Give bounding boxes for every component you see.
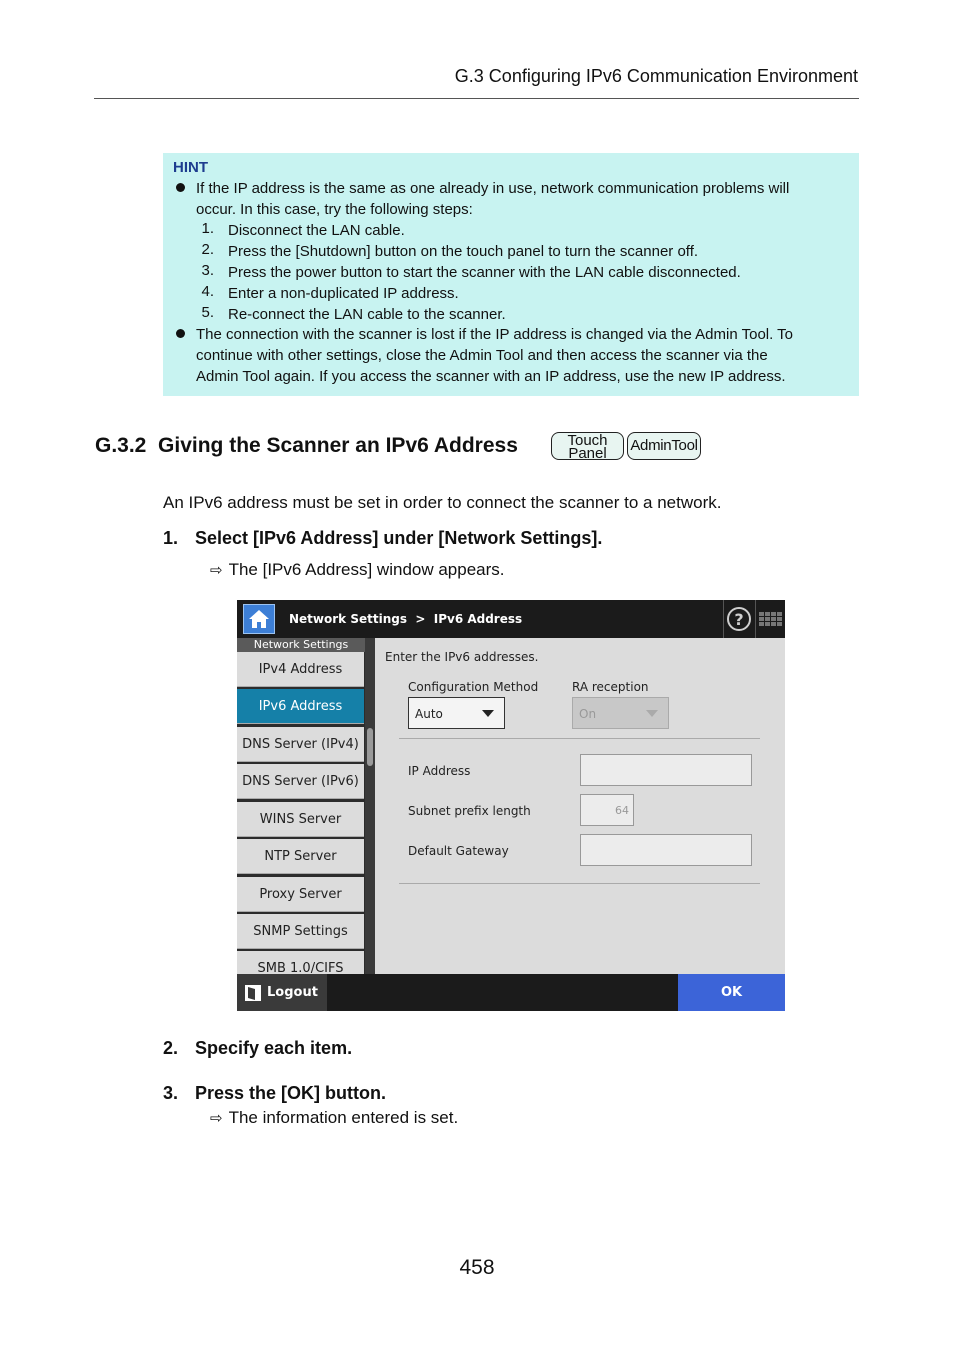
subnet-prefix-label: Subnet prefix length <box>408 804 531 818</box>
home-icon <box>244 605 274 633</box>
step-result-text: The [IPv6 Address] window appears. <box>228 560 505 579</box>
menu-item-ntp-server[interactable]: NTP Server <box>237 839 364 874</box>
menu-item-dns-server-ipv6[interactable]: DNS Server (IPv6) <box>237 764 364 799</box>
help-icon <box>724 600 754 638</box>
step-title: Specify each item. <box>195 1038 353 1058</box>
default-gateway-label: Default Gateway <box>408 844 509 858</box>
hint-bullet1-line2: occur. In this case, try the following steps: <box>196 201 473 218</box>
hint-step-text: Re-connect the LAN cable to the scanner. <box>228 306 506 323</box>
subnet-prefix-input[interactable] <box>580 794 634 826</box>
hint-step-text: Press the [Shutdown] button on the touch panel to turn the scanner off. <box>228 243 699 260</box>
default-gateway-input[interactable] <box>580 834 752 866</box>
config-method-label: Configuration Method <box>408 680 539 694</box>
step-number: 2. <box>163 1038 179 1058</box>
ok-button[interactable]: OK <box>678 974 785 1011</box>
logout-label: Logout <box>267 985 318 1000</box>
hint-step-number: 2. <box>201 241 214 258</box>
ipv6-address-screenshot <box>237 600 785 1011</box>
section-title: Giving the Scanner an IPv6 Address <box>158 434 518 457</box>
page-number: 458 <box>459 1256 495 1279</box>
step-number: 3. <box>163 1083 179 1103</box>
svg-text:?: ? <box>734 610 744 629</box>
logout-button[interactable] <box>237 974 327 1011</box>
hint-step-number: 1. <box>201 220 214 237</box>
hint-step-number: 3. <box>201 262 214 279</box>
step-result <box>210 1108 458 1128</box>
result-arrow-icon: ⇨ <box>210 562 223 579</box>
step-title: Press the [OK] button. <box>195 1083 387 1103</box>
home-button[interactable] <box>243 604 275 634</box>
header-rule <box>94 98 859 99</box>
menu-item-proxy-server[interactable]: Proxy Server <box>237 877 364 912</box>
running-header: G.3 Configuring IPv6 Communication Environment <box>454 66 858 86</box>
bullet-dot <box>176 329 185 338</box>
ra-reception-label: RA reception <box>572 680 649 694</box>
ip-address-input[interactable] <box>580 754 752 786</box>
hint-step-text: Press the power button to start the scanner with the LAN cable disconnected. <box>228 264 741 281</box>
settings-content-pane <box>375 638 785 974</box>
step-title: Select [IPv6 Address] under [Network Settings]. <box>195 528 603 548</box>
step-result <box>210 560 505 580</box>
section-heading <box>95 434 518 458</box>
config-method-select[interactable] <box>408 697 505 729</box>
bullet-dot <box>176 183 185 192</box>
menu-scrollbar-thumb[interactable] <box>367 728 373 766</box>
settings-side-menu <box>237 638 365 974</box>
section-number: G.3.2 <box>95 434 147 457</box>
help-button[interactable] <box>723 600 755 638</box>
menu-scrollbar[interactable] <box>365 638 375 974</box>
touch-panel-badge <box>551 432 624 460</box>
divider <box>399 883 760 884</box>
config-method-value: Auto <box>415 707 443 721</box>
menu-heading: Network Settings <box>237 638 365 652</box>
keyboard-button[interactable] <box>755 600 785 638</box>
ra-reception-value: On <box>579 707 597 721</box>
menu-item-wins-server[interactable]: WINS Server <box>237 802 364 837</box>
step-result-text: The information entered is set. <box>228 1108 459 1127</box>
intro-text: An IPv6 address must be set in order to connect the scanner to a network. <box>163 493 722 512</box>
hint-step-number: 4. <box>201 283 214 300</box>
hint-title: HINT <box>173 159 208 176</box>
breadcrumb: Network Settings > IPv6 Address <box>289 612 523 626</box>
ip-address-label: IP Address <box>408 764 471 778</box>
menu-item-smb-cifs[interactable]: SMB 1.0/CIFS <box>237 951 364 974</box>
dropdown-arrow-icon <box>482 710 494 718</box>
step-number: 1. <box>163 528 179 548</box>
menu-item-ipv4-address[interactable]: IPv4 Address <box>237 652 364 687</box>
hint-bullet2-line1: The connection with the scanner is lost if the IP address is changed via the Admin Tool. To <box>196 326 794 343</box>
hint-step-text: Disconnect the LAN cable. <box>228 222 405 239</box>
result-arrow-icon: ⇨ <box>210 1110 223 1127</box>
hint-step-number: 5. <box>201 304 214 321</box>
hint-bullet2-line2: continue with other settings, close the Admin Tool and then access the scanner via the <box>196 347 768 364</box>
hint-bullet1-line1: If the IP address is the same as one already in use, network communication problems will <box>196 180 790 197</box>
subnet-prefix-value: 64 <box>615 804 629 817</box>
dropdown-arrow-icon <box>646 710 658 718</box>
badge-touch-line2: Panel <box>568 445 607 462</box>
badge-touch-line1: Touch <box>567 432 608 449</box>
keyboard-icon <box>756 600 784 638</box>
menu-item-ipv6-address[interactable]: IPv6 Address <box>237 689 364 724</box>
logout-icon <box>244 984 262 1002</box>
screen-bottom-bar <box>237 974 785 1011</box>
hint-bullet2-line3: Admin Tool again. If you access the scanner with an IP address, use the new IP address. <box>196 368 786 385</box>
instruction-text: Enter the IPv6 addresses. <box>385 650 539 664</box>
admin-tool-badge: AdminTool <box>627 432 701 460</box>
menu-item-snmp-settings[interactable]: SNMP Settings <box>237 914 364 949</box>
screen-top-bar <box>237 600 785 638</box>
ra-reception-select[interactable] <box>572 697 669 729</box>
menu-item-dns-server-ipv4[interactable]: DNS Server (IPv4) <box>237 727 364 762</box>
divider <box>399 738 760 739</box>
hint-step-text: Enter a non-duplicated IP address. <box>228 285 459 302</box>
